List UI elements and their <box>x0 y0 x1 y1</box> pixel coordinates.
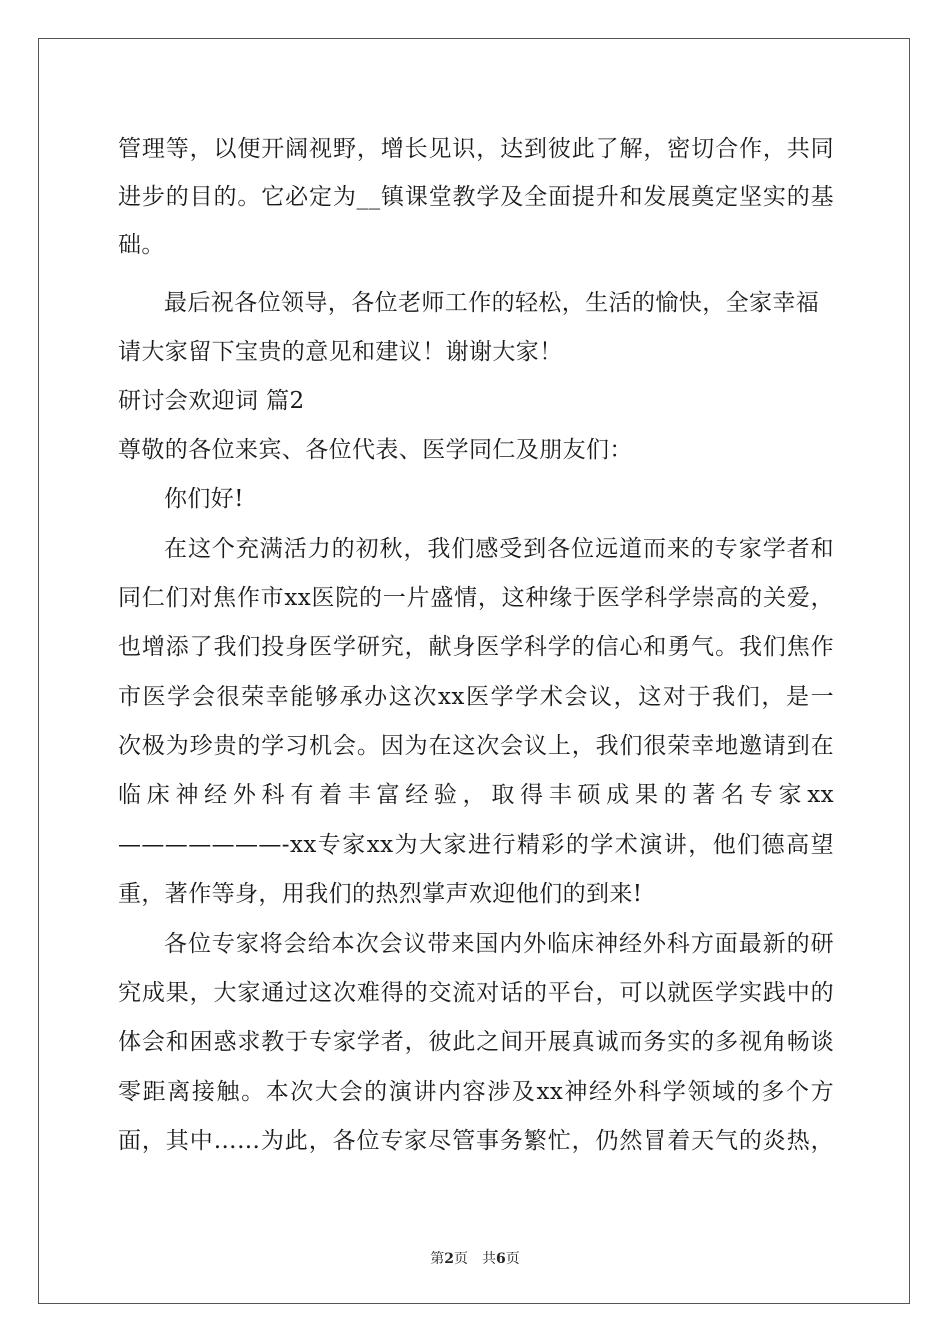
text-line: 最后祝各位领导，各位老师工作的轻松，生活的愉快，全家幸福 <box>164 290 820 316</box>
text-line: 请大家留下宝贵的意见和建议！谢谢大家！ <box>118 339 563 365</box>
text-line: 次极为珍贵的学习机会。因为在这次会议上，我们很荣幸地邀请到在 <box>118 733 834 759</box>
text-line: 体会和困惑求教于专家学者，彼此之间开展真诚而务实的多视角畅谈 <box>118 1029 834 1055</box>
page-number-suffix: 页 <box>454 1251 468 1267</box>
page-total-suffix: 页 <box>505 1251 520 1267</box>
text-line: 进步的目的。它必定为__镇课堂教学及全面提升和发展奠定坚实的基 <box>118 184 834 210</box>
text-line: 究成果，大家通过这次难得的交流对话的平台，可以就医学实践中的 <box>118 980 834 1006</box>
text-line: ———————-xx专家xx为大家进行精彩的学术演讲，他们德高望 <box>118 832 834 858</box>
text-line: 础。 <box>118 232 165 258</box>
section-heading: 研讨会欢迎词 篇2 <box>118 388 305 414</box>
page-total-prefix: 共 <box>482 1251 496 1267</box>
text-line: 管理等，以便开阔视野，增长见识，达到彼此了解，密切合作，共同 <box>118 136 834 162</box>
page-total: 6 <box>496 1251 506 1267</box>
page-number-prefix: 第 <box>430 1251 445 1267</box>
text-line: 在这个充满活力的初秋，我们感受到各位远道而来的专家学者和 <box>164 536 834 562</box>
text-line: 同仁们对焦作市xx医院的一片盛情，这种缘于医学科学崇高的关爱， <box>118 585 834 611</box>
text-line: 也增添了我们投身医学研究，献身医学科学的信心和勇气。我们焦作 <box>118 634 834 660</box>
page-number-current: 2 <box>444 1251 454 1267</box>
text-line: 各位专家将会给本次会议带来国内外临床神经外科方面最新的研 <box>164 931 834 957</box>
text-line: 市医学会很荣幸能够承办这次xx医学学术会议，这对于我们，是一 <box>118 684 834 710</box>
page-border <box>38 38 910 1304</box>
text-line: 临床神经外科有着丰富经验，取得丰硕成果的著名专家xx <box>118 782 834 808</box>
page-footer <box>0 1248 950 1268</box>
text-line: 面，其中……为此，各位专家尽管事务繁忙，仍然冒着天气的炎热， <box>118 1128 834 1154</box>
text-line: 零距离接触。本次大会的演讲内容涉及xx神经外科学领域的多个方 <box>118 1079 834 1105</box>
salutation: 尊敬的各位来宾、各位代表、医学同仁及朋友们： <box>118 437 633 463</box>
text-line: 重，著作等身，用我们的热烈掌声欢迎他们的到来! <box>118 881 643 907</box>
greeting: 你们好! <box>164 486 244 512</box>
